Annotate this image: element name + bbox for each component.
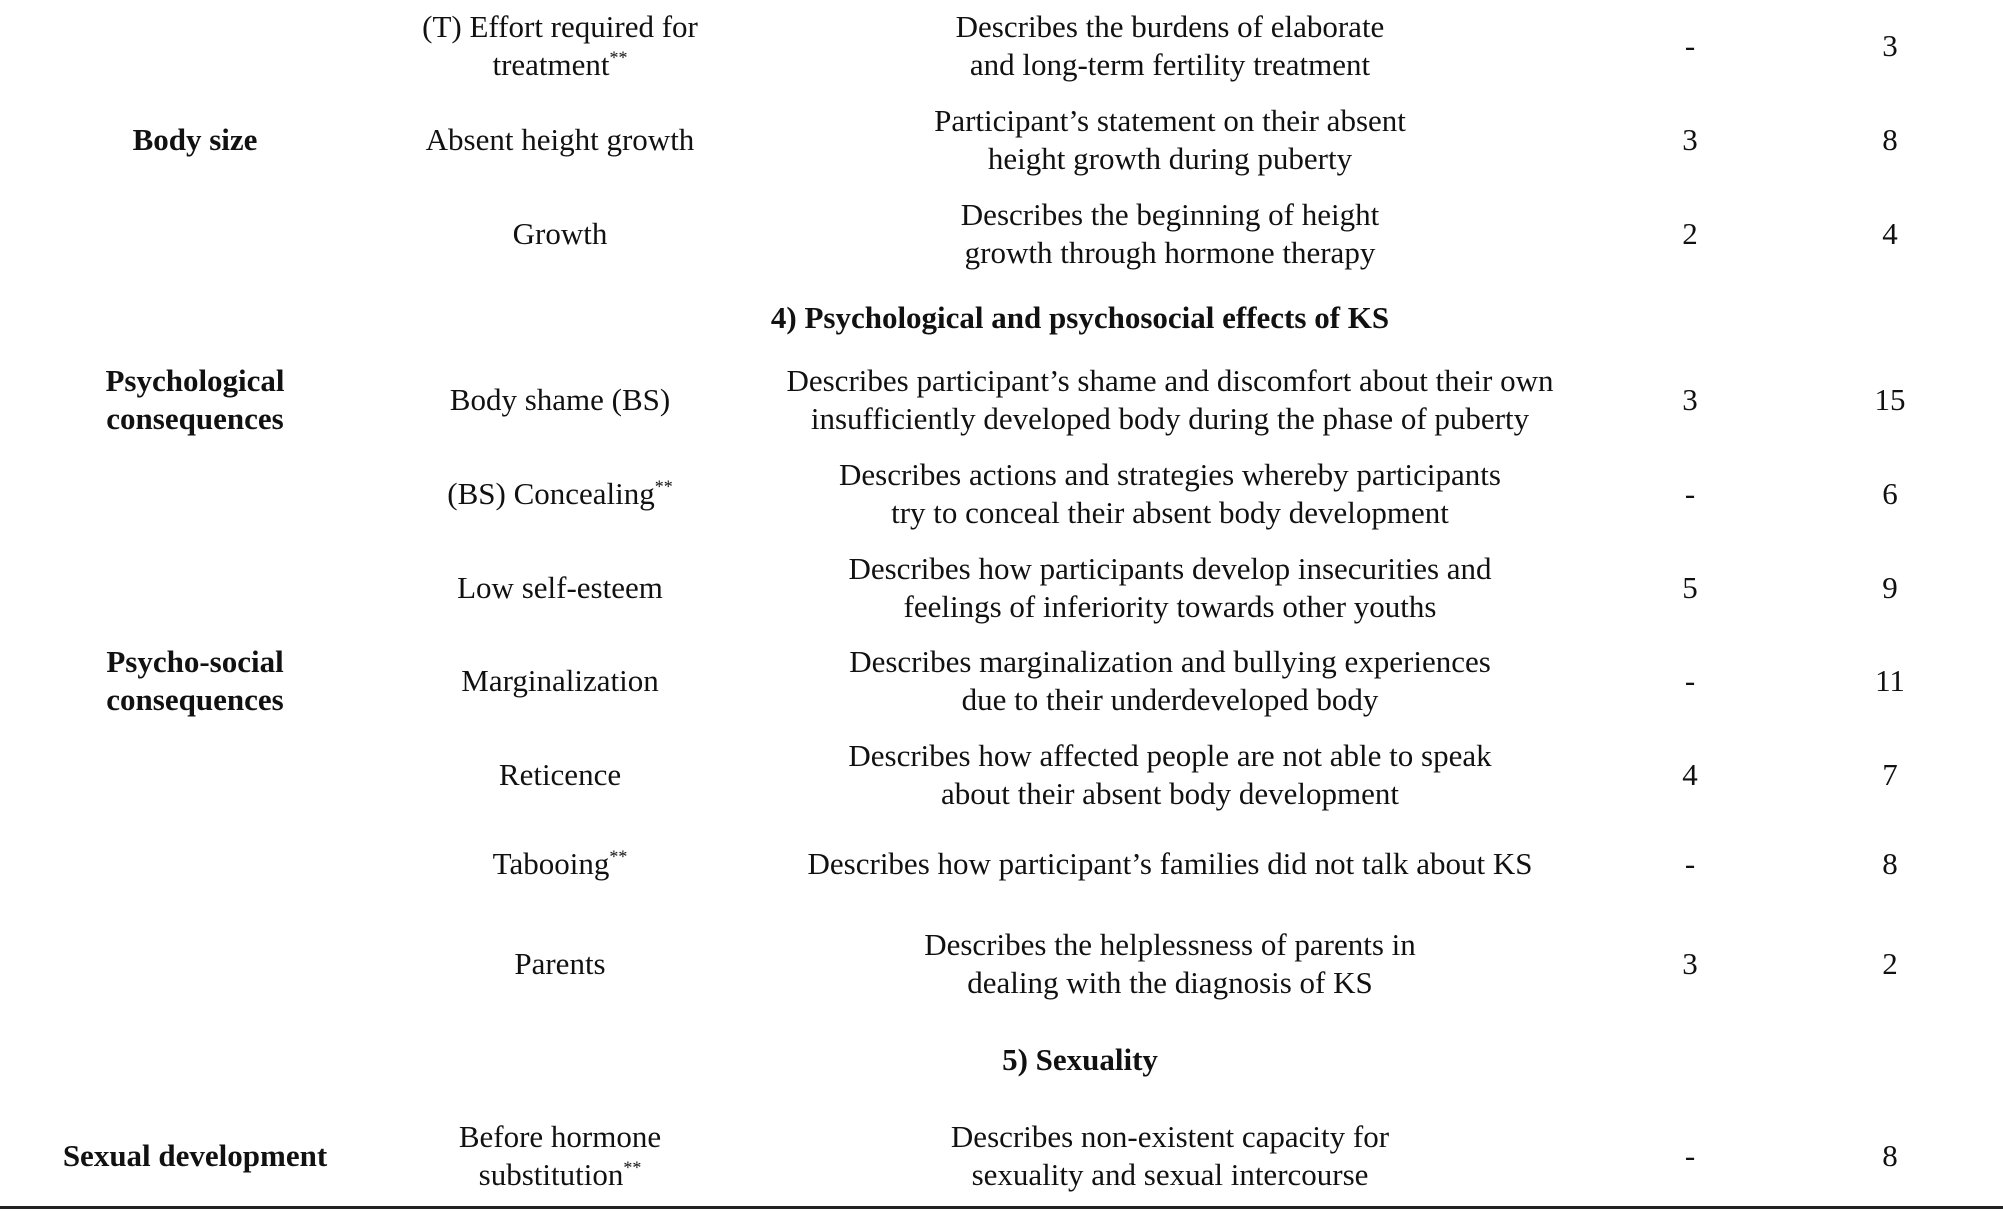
description-text: Describes the beginning of height (960, 197, 1380, 232)
count-cell-1: 2 (1682, 216, 1698, 251)
count-cell-1: 3 (1682, 382, 1698, 417)
description-cell (740, 450, 1600, 538)
description-text: height growth during puberty (987, 141, 1353, 176)
count-cell-2: 4 (1882, 216, 1898, 251)
subcategory-cell (370, 544, 750, 632)
section-heading: 5) Sexuality (1002, 1042, 1158, 1077)
footnote-marker: ** (609, 846, 628, 867)
description-text: Describes actions and strategies whereby participants (839, 457, 1501, 492)
subcategory-text: Before hormone (458, 1119, 662, 1154)
subcategory-text: (BS) Concealing (447, 476, 655, 511)
subcategory-text: substitution (478, 1157, 624, 1192)
description-text: Describes non-existent capacity for (950, 1119, 1390, 1154)
count-cell-1: 5 (1682, 570, 1698, 605)
description-cell (740, 2, 1600, 90)
subcategory-cell (370, 1112, 750, 1200)
count-cell-1: - (1684, 663, 1696, 698)
count-cell-2: 2 (1882, 946, 1898, 981)
subcategory-text: Low self-esteem (457, 570, 663, 605)
description-text: Describes how affected people are not able to speak (848, 738, 1492, 773)
main-category-text: Sexual development (62, 1138, 328, 1173)
description-text: try to conceal their absent body development (891, 495, 1449, 530)
subcategory-text: treatment (492, 47, 610, 82)
subcategory-cell (370, 96, 750, 184)
subcategory-text: Tabooing (492, 846, 610, 881)
subcategory-cell (370, 826, 750, 902)
subcategory-cell (370, 731, 750, 819)
count-cell-2: 9 (1882, 570, 1898, 605)
count-cell-2: 8 (1882, 122, 1898, 157)
table-bottom-rule (0, 1206, 2003, 1209)
subcategory-text: Reticence (498, 757, 622, 792)
subcategory-text: Growth (512, 216, 608, 251)
description-cell (740, 356, 1600, 444)
description-text: Describes marginalization and bullying experiences (849, 644, 1491, 679)
description-text: growth through hormone therapy (964, 235, 1376, 270)
description-cell (740, 1112, 1600, 1200)
subcategory-cell (370, 637, 750, 725)
subcategory-text: (T) Effort required for (422, 9, 698, 44)
description-text: Describes the burdens of elaborate (955, 9, 1385, 44)
count-cell-2: 3 (1882, 28, 1898, 63)
description-text: dealing with the diagnosis of KS (967, 965, 1373, 1000)
count-cell-1: - (1684, 1138, 1696, 1173)
main-category-cell (30, 1112, 360, 1200)
description-cell (740, 731, 1600, 819)
main-category-cell (30, 637, 360, 725)
count-cell-1: - (1684, 476, 1696, 511)
subcategory-text: Absent height growth (425, 122, 695, 157)
main-category-text: Body size (132, 122, 258, 157)
count-cell-1: - (1684, 28, 1696, 63)
count-cell-1: - (1684, 846, 1696, 881)
subcategory-cell (370, 356, 750, 444)
description-cell (740, 96, 1600, 184)
description-text: insufficiently developed body during the phase of puberty (810, 401, 1530, 436)
description-cell (740, 190, 1600, 278)
description-cell (740, 920, 1600, 1008)
count-cell-2: 8 (1882, 1138, 1898, 1173)
subcategory-text: Parents (514, 946, 606, 981)
subcategory-cell (370, 920, 750, 1008)
count-cell-2: 7 (1882, 757, 1898, 792)
main-category-text: consequences (106, 401, 284, 436)
description-text: about their absent body development (941, 776, 1399, 811)
description-text: Participant’s statement on their absent (934, 103, 1406, 138)
footnote-marker: ** (609, 47, 628, 68)
description-text: Describes how participant’s families did not talk about KS (807, 846, 1533, 881)
subcategory-cell (370, 190, 750, 278)
count-cell-2: 15 (1874, 382, 1906, 417)
description-text: Describes the helplessness of parents in (924, 927, 1416, 962)
description-cell (740, 544, 1600, 632)
count-cell-2: 11 (1875, 663, 1905, 698)
main-category-text: Psychological (105, 363, 285, 398)
description-text: feelings of inferiority towards other youths (903, 589, 1437, 624)
footnote-marker: ** (623, 1157, 642, 1178)
description-text: and long-term fertility treatment (969, 47, 1371, 82)
footnote-marker: ** (654, 476, 673, 497)
count-cell-1: 4 (1682, 757, 1698, 792)
main-category-cell (30, 96, 360, 184)
subcategory-text: Marginalization (461, 663, 659, 698)
description-text: Describes participant’s shame and discomfort about their own (786, 363, 1554, 398)
subcategory-cell (370, 450, 750, 538)
description-cell (740, 637, 1600, 725)
section-heading: 4) Psychological and psychosocial effects of KS (770, 300, 1390, 335)
main-category-text: Psycho-social (106, 644, 284, 679)
description-text: due to their underdeveloped body (961, 682, 1379, 717)
subcategory-cell (370, 2, 750, 90)
count-cell-1: 3 (1682, 122, 1698, 157)
count-cell-2: 6 (1882, 476, 1898, 511)
main-category-cell (30, 356, 360, 444)
description-cell (740, 826, 1600, 902)
count-cell-2: 8 (1882, 846, 1898, 881)
subcategory-text: Body shame (BS) (449, 382, 671, 417)
description-text: Describes how participants develop insecurities and (848, 551, 1492, 586)
description-text: sexuality and sexual intercourse (971, 1157, 1369, 1192)
count-cell-1: 3 (1682, 946, 1698, 981)
main-category-text: consequences (106, 682, 284, 717)
